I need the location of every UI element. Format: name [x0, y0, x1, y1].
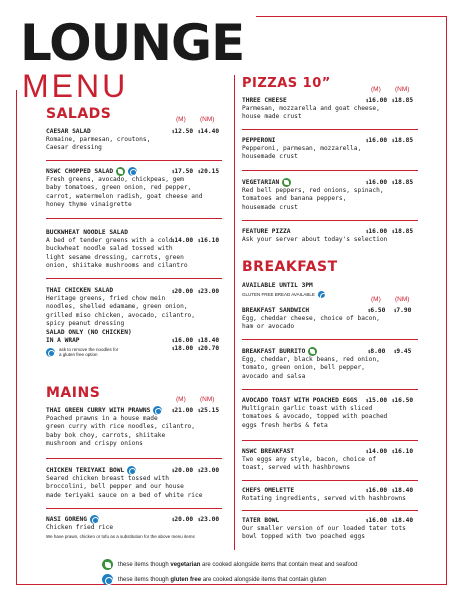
- gluten-free-icon: [153, 406, 162, 415]
- item-desc: onion, shiitake mushrooms and cilantro: [46, 262, 188, 270]
- price-m: $21.00: [172, 407, 194, 414]
- leaf-icon: [102, 559, 113, 570]
- menu-item-breakfast-burrito: [242, 347, 380, 381]
- item-name: CHEFS OMELETTE: [242, 487, 295, 494]
- price-m: $16.00: [366, 487, 388, 494]
- item-name: THREE CHEESE: [242, 97, 287, 104]
- menu-item-vegetarian-pizza: [242, 178, 384, 212]
- menu-item-breakfast-sandwich: [242, 307, 380, 332]
- item-name: NSWC CHOPPED SALAD: [46, 167, 202, 176]
- divider: [242, 339, 418, 340]
- price-m: $20.00: [172, 516, 194, 523]
- price-nm: $7.90: [394, 307, 412, 314]
- item-desc: house made crust: [242, 113, 302, 121]
- price-nm: $20.15: [198, 168, 220, 175]
- divider: [46, 508, 222, 509]
- breakfast-column-heads: [0, 296, 464, 304]
- item-name: AVOCADO TOAST WITH POACHED EGGS: [242, 397, 358, 404]
- item-desc: spicy peanut dressing: [46, 320, 125, 328]
- item-name: SALAD ONLY (NO CHICKEN): [46, 328, 132, 336]
- item-name: IN A WRAP: [46, 336, 80, 344]
- price-nm: $25.15: [198, 407, 220, 414]
- price-m: $14.00: [172, 237, 194, 244]
- item-desc: tomatoes and banana peppers,: [242, 195, 347, 203]
- price-nm: $23.00: [198, 516, 220, 523]
- gluten-free-bread-note: GLUTEN FREE BREAD AVAILABLE: [242, 291, 325, 298]
- price-nm: $16.10: [392, 448, 414, 455]
- item-desc: Fresh greens, avocado, chickpeas, gem: [46, 176, 184, 183]
- divider: [242, 510, 418, 511]
- breakfast-title: BREAKFAST: [242, 259, 338, 275]
- divider: [46, 218, 222, 219]
- item-desc: Chicken fried rice: [46, 524, 114, 531]
- divider: [46, 160, 222, 161]
- item-desc: Pepperoni, parmesan, mozzarella,: [242, 145, 362, 152]
- item-desc: Seared chicken breast tossed with: [46, 475, 169, 482]
- price-m: $16.00: [366, 137, 388, 144]
- breakfast-availability: AVAILABLE UNTIL 3PM: [242, 282, 313, 289]
- item-desc: Parmesan, mozzarella and goat cheese,: [242, 105, 380, 112]
- price-m: $12.50: [172, 128, 194, 135]
- item-desc: light sesame dressing, carrots, green: [46, 253, 184, 261]
- item-desc: baby tomatoes, green onion, red pepper,: [46, 184, 192, 192]
- price-nm: $18.85: [392, 137, 414, 144]
- menu-item-buckwheat-noodle-salad: [46, 229, 188, 271]
- price-nm: $20.70: [198, 345, 220, 352]
- price-nm: $14.40: [198, 128, 220, 135]
- item-name: BREAKFAST BURRITO: [242, 347, 380, 356]
- leaf-icon: [116, 167, 125, 176]
- item-desc: Caesar dressing: [46, 144, 102, 152]
- item-desc: made teriyaki sauce on a bed of white rice: [46, 491, 203, 499]
- price-nm: $23.00: [198, 288, 220, 295]
- item-name: THAI CHICKEN SALAD: [46, 287, 114, 294]
- item-name: BUCKWHEAT NOODLE SALAD: [46, 229, 128, 236]
- item-desc: housemade crust: [242, 203, 298, 211]
- item-desc: Ask your server about today's selection: [242, 236, 388, 243]
- price-nm: $16.10: [198, 237, 220, 244]
- item-desc: Two eggs any style, bacon, choice of: [242, 456, 377, 463]
- divider: [46, 458, 222, 459]
- noodle-note: ask to remove the noodles for a gluten free option: [46, 347, 195, 358]
- price-nm: $23.00: [198, 467, 220, 474]
- substitution-note: We have prawn, chicken or tofu as a substitution for the above menu items: [46, 534, 195, 540]
- price-m: $15.00: [366, 397, 388, 404]
- breakfast-col-nm: (NM): [395, 296, 410, 303]
- column-divider: [234, 75, 235, 550]
- salads-col-nm: (NM): [200, 116, 215, 123]
- item-name: CAESAR SALAD: [46, 128, 91, 135]
- item-desc: ham or avocado: [242, 323, 295, 331]
- menu-item-nswc-breakfast: [242, 448, 376, 473]
- gluten-free-icon: [102, 574, 113, 585]
- item-desc: Multigrain garlic toast with sliced: [242, 405, 373, 412]
- item-desc: eggs fresh herbs & feta: [242, 421, 328, 429]
- divider: [242, 440, 418, 441]
- item-desc: noodles, shelled edamame, green onion,: [46, 303, 188, 311]
- item-desc: tomatoes & avocado, topped with poached: [242, 413, 388, 421]
- price-nm: $18.40: [198, 337, 220, 344]
- title-lounge: LOUNGE: [20, 14, 245, 72]
- price-m: $16.00: [366, 517, 388, 524]
- divider: [242, 389, 418, 390]
- title-menu: MENU: [22, 68, 129, 104]
- menu-item-three-cheese: [242, 97, 380, 122]
- leaf-icon: [282, 178, 291, 187]
- price-nm: $16.50: [392, 397, 414, 404]
- item-desc: broccolini, bell pepper and our house: [46, 483, 184, 491]
- item-desc: A bed of tender greens with a cold: [46, 237, 173, 244]
- gluten-free-icon: [127, 466, 136, 475]
- pizzas-column-heads: [0, 86, 464, 94]
- item-desc: mushroom and crispy onions: [46, 440, 143, 448]
- item-desc: Red bell peppers, red onions, spinach,: [242, 187, 384, 194]
- price-m: $14.00: [366, 448, 388, 455]
- divider: [242, 170, 418, 171]
- gluten-free-icon: [90, 515, 99, 524]
- item-desc: Egg, cheddar cheese, choice of bacon,: [242, 315, 380, 322]
- pizzas-col-nm: (NM): [395, 86, 410, 93]
- item-desc: grilled miso chicken, avocado, cilantro,: [46, 311, 196, 319]
- pizzas-title: PIZZAS 10”: [242, 76, 331, 91]
- salads-col-m: (M): [176, 116, 186, 123]
- price-m: $16.00: [366, 228, 388, 235]
- price-nm: $18.85: [392, 228, 414, 235]
- item-desc: baby bok choy, carrots, shiitake: [46, 431, 166, 439]
- mains-col-nm: (NM): [200, 396, 215, 403]
- price-m: $17.50: [172, 168, 194, 175]
- leaf-icon: [308, 347, 317, 356]
- price-nm: $9.45: [394, 348, 412, 355]
- mains-col-m: (M): [176, 396, 186, 403]
- item-desc: toast, served with hashbrowns: [242, 464, 351, 472]
- item-desc: Our smaller version of our loaded tater tots: [242, 525, 406, 532]
- item-name: FEATURE PIZZA: [242, 228, 291, 235]
- frame-top-line: [256, 16, 446, 17]
- menu-item-caesar-salad: [46, 128, 150, 153]
- item-desc: Egg, cheddar, black beans, red onion,: [242, 356, 380, 363]
- item-name: TATER BOWL: [242, 517, 280, 524]
- divider: [242, 129, 418, 130]
- divider: [46, 278, 222, 279]
- gluten-free-icon: [46, 348, 55, 357]
- legend-vegetarian: [102, 559, 358, 570]
- frame-left-line: [16, 90, 17, 585]
- item-name: NSWC BREAKFAST: [242, 448, 295, 455]
- price-m: $20.00: [172, 467, 194, 474]
- item-name: BREAKFAST SANDWICH: [242, 307, 310, 314]
- price-nm: $18.85: [392, 179, 414, 186]
- price-m: $8.00: [368, 348, 386, 355]
- price-m: $16.00: [366, 97, 388, 104]
- gluten-free-icon: [128, 167, 137, 176]
- item-desc: carrot, watermelon radish, goat cheese and: [46, 192, 203, 200]
- mains-column-heads: [0, 396, 234, 404]
- item-desc: buckwheat noodle salad tossed with: [46, 245, 173, 253]
- item-desc: avocado and salsa: [242, 372, 306, 380]
- item-name: NASI GORENG: [46, 515, 195, 524]
- salads-column-heads: [0, 116, 234, 124]
- item-desc: Romaine, parmesan, croutons,: [46, 136, 151, 143]
- pizzas-col-m: (M): [371, 86, 381, 93]
- item-name: CHICKEN TERIYAKI BOWL: [46, 466, 202, 475]
- item-name: THAI GREEN CURRY WITH PRAWNS: [46, 406, 195, 415]
- item-desc: Rotating ingredients, served with hashbrowns: [242, 495, 406, 502]
- divider: [242, 220, 418, 221]
- item-desc: housemade crust: [242, 153, 298, 161]
- price-m: $16.00: [172, 337, 194, 344]
- price-nm: $18.40: [392, 517, 414, 524]
- breakfast-col-m: (M): [371, 296, 381, 303]
- legend-vegetarian-text: these items though vegetarian are cooked alongside items that contain meat and seafood: [118, 561, 358, 568]
- price-m: $6.50: [368, 307, 386, 314]
- price-m: $16.00: [366, 179, 388, 186]
- item-desc: bowl topped with two poached eggs: [242, 533, 365, 541]
- item-desc: honey thyme vinaigrette: [46, 201, 132, 209]
- menu-item-pepperoni: [242, 137, 361, 162]
- legend-gluten-free-text: these items though gluten free are cooked alongside items that contain gluten: [118, 576, 327, 583]
- item-desc: tomato, green onion, bell pepper,: [242, 364, 365, 372]
- item-desc: Heritage greens, fried chow mein: [46, 295, 166, 302]
- item-desc: Poached prawns in a house made: [46, 415, 158, 422]
- salads-title: SALADS: [46, 106, 112, 122]
- price-m: $20.00: [172, 288, 194, 295]
- item-name: VEGETARIAN: [242, 178, 384, 187]
- legend-gluten-free: [102, 574, 326, 585]
- mains-title: MAINS: [46, 385, 101, 401]
- divider: [242, 480, 418, 481]
- price-m: $18.00: [172, 345, 194, 352]
- price-nm: $18.85: [392, 97, 414, 104]
- item-name: PEPPERONI: [242, 137, 276, 144]
- price-nm: $18.40: [392, 487, 414, 494]
- item-desc: green curry with rice noodles, cilantro,: [46, 423, 196, 431]
